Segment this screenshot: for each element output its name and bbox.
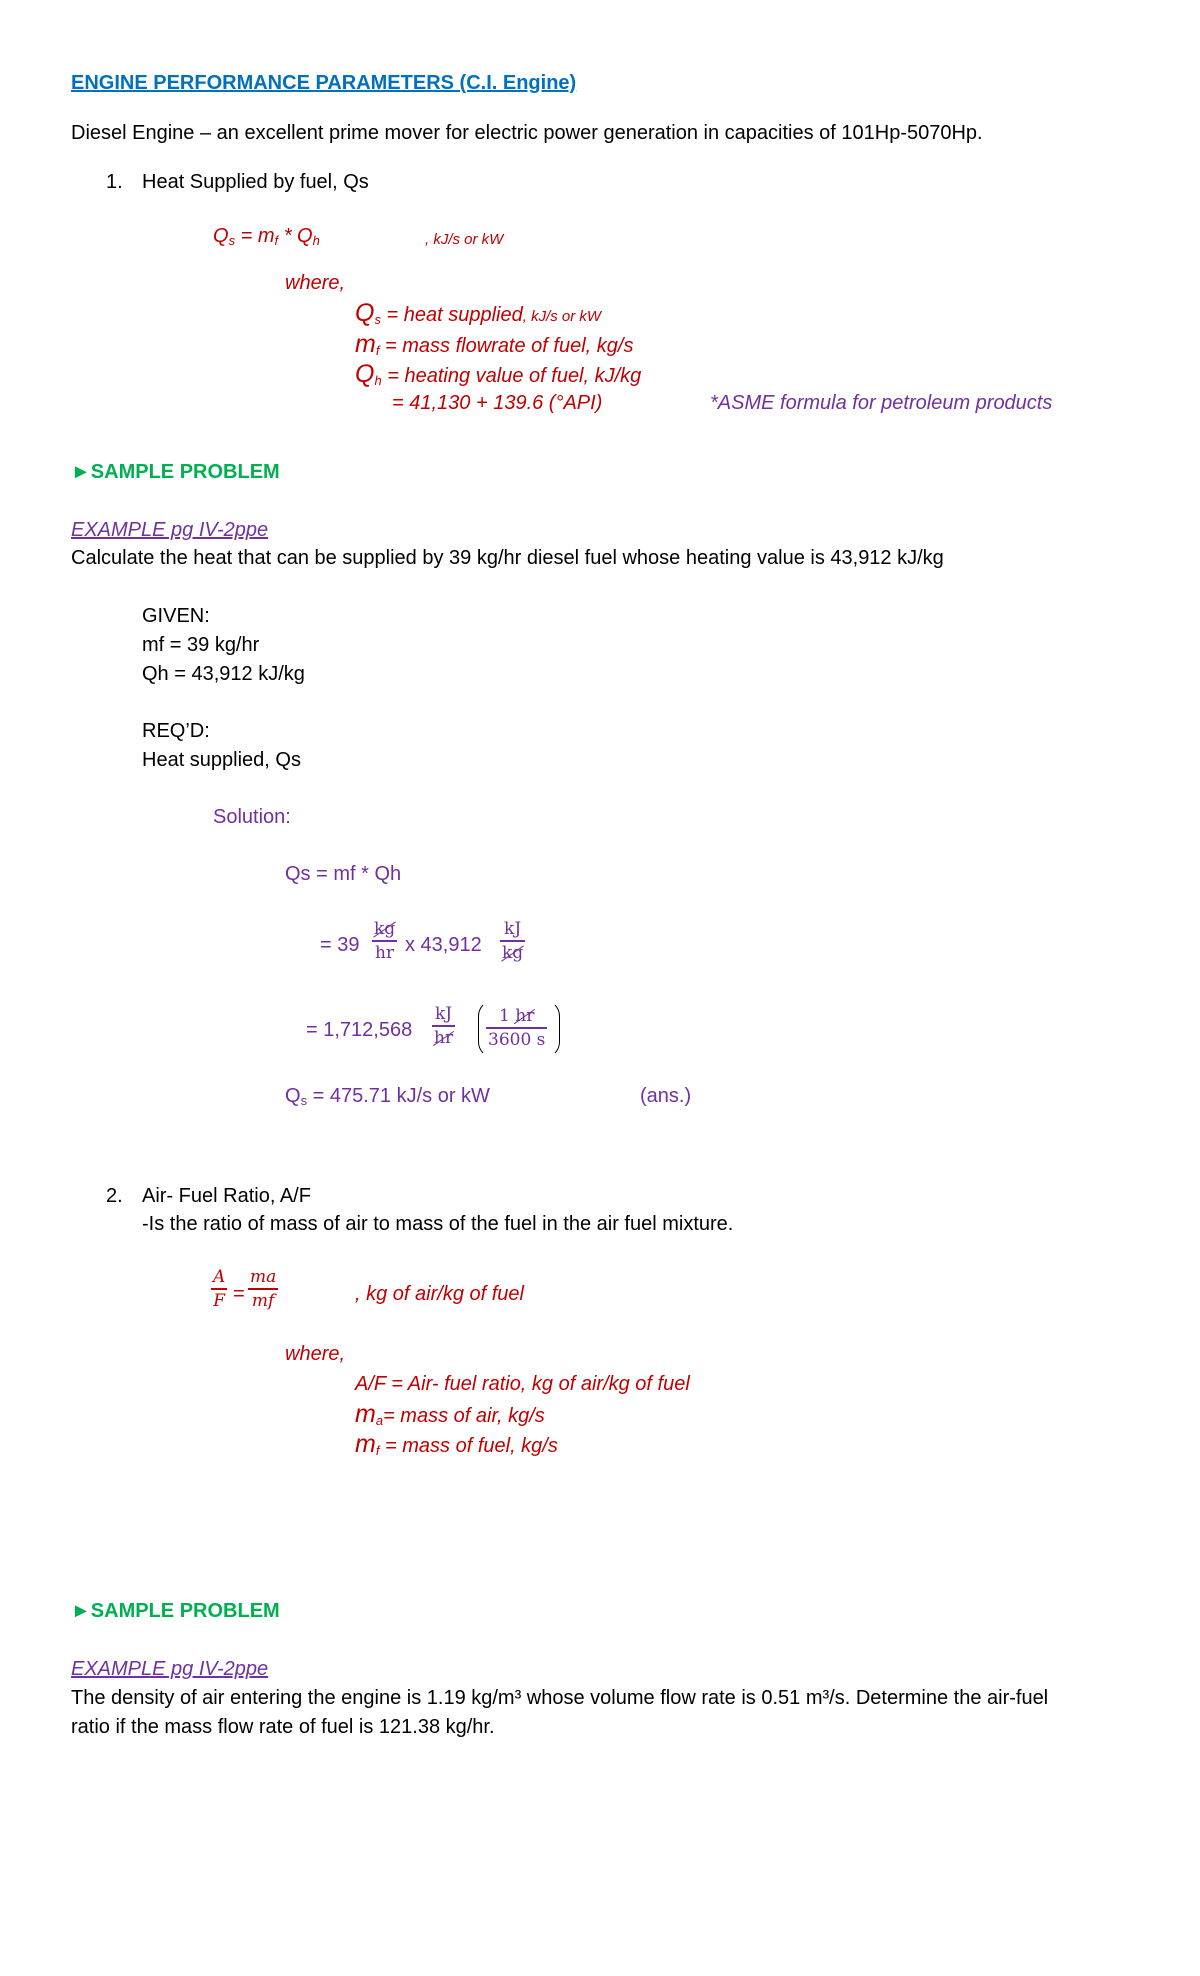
cancelled-hr: hr [434, 1027, 454, 1048]
fraction-num-kj-2: kJ [434, 1004, 453, 1024]
conversion-den: 3600 s [488, 1029, 546, 1050]
where-label-1: where, [285, 272, 346, 294]
solution-step-2-prefix: = 39 [320, 934, 360, 956]
item1-heading: Heat Supplied by fuel, Qs [142, 171, 369, 193]
answer-label: (ans.) [640, 1085, 692, 1107]
af-den: F [213, 1290, 226, 1311]
item1-number: 1. [106, 171, 123, 193]
given-mf: mf = 39 kg/hr [142, 634, 260, 656]
ma-mf-fraction [248, 1266, 278, 1312]
given-qh: Qh = 43,912 kJ/kg [142, 663, 305, 685]
af-units: , kg of air/kg of fuel [355, 1283, 524, 1305]
reqd-label: REQ’D: [142, 720, 210, 742]
kj-per-kg-fraction [500, 918, 525, 964]
solution-step-2-times: x 43,912 [405, 934, 482, 956]
example-reference-1: EXAMPLE pg IV-2ppe [71, 519, 269, 541]
sample-problem-label-2: ►SAMPLE PROBLEM [71, 1600, 280, 1622]
problem-statement-2-line2: ratio if the mass flow rate of fuel is 121.38 kg/hr. [71, 1716, 495, 1738]
solution-answer: $Q_s = 475.71$ kJ/s or kW [285, 1085, 490, 1108]
af-equals: = [233, 1283, 245, 1305]
item2-description: -Is the ratio of mass of air to mass of the fuel in the air fuel mixture. [142, 1213, 734, 1235]
cancelled-kg-2: kg [502, 942, 524, 963]
reqd-text: Heat supplied, Qs [142, 749, 301, 771]
kg-per-hr-fraction [372, 918, 397, 964]
af-fraction [211, 1266, 227, 1312]
item2-number: 2. [106, 1185, 123, 1207]
def-af-ratio: A/F = Air- fuel ratio, kg of air/kg of fuel [355, 1373, 690, 1395]
fraction-num-kj: kJ [504, 919, 522, 939]
mf-den: mf [251, 1290, 275, 1311]
problem-statement-1: Calculate the heat that can be supplied by 39 kg/hr diesel fuel whose heating value is 43,912 kJ/kg [71, 547, 944, 569]
def-heating-value: $Q_h$ = heating value of fuel, kJ/kg [355, 360, 642, 388]
ma-num: ma [250, 1267, 277, 1287]
def-mass-fuel: $m_f$ = mass of fuel, kg/s [355, 1430, 558, 1458]
heat-supplied-formula: $Q_s = m_f * Q_h$ [213, 225, 320, 248]
example-reference-2: EXAMPLE pg IV-2ppe [71, 1658, 269, 1680]
where-label-2: where, [285, 1343, 346, 1365]
solution-step-3-prefix: = 1,712,568 [306, 1019, 413, 1041]
cancelled-hr-2: hr [515, 1006, 535, 1026]
solution-label: Solution: [213, 806, 291, 828]
document-title: ENGINE PERFORMANCE PARAMETERS (C.I. Engine) [71, 72, 577, 94]
def-mass-air: $m_a=$ mass of air, kg/s [355, 1400, 545, 1428]
given-label: GIVEN: [142, 605, 210, 627]
intro-text: Diesel Engine – an excellent prime mover for electric power generation in capacities of 101Hp-5070Hp. [71, 122, 983, 144]
af-num: A [213, 1267, 226, 1287]
problem-statement-2-line1: The density of air entering the engine is 1.19 kg/m³ whose volume flow rate is 0.51 m³/s. Determine the air-fuel [71, 1687, 1049, 1709]
fraction-den-hr: hr [375, 942, 395, 963]
asme-equation: = 41,130 + 139.6 (°API) [392, 392, 603, 414]
heat-supplied-units: , kJ/s or kW [425, 231, 504, 248]
sample-problem-label-1: ►SAMPLE PROBLEM [71, 461, 280, 483]
kj-per-hr-fraction [432, 1003, 455, 1049]
solution-step-1: Qs = mf * Qh [285, 863, 402, 885]
asme-note: *ASME formula for petroleum products [710, 392, 1053, 414]
def-mass-flowrate: $m_f$ = mass flowrate of fuel, kg/s [355, 330, 634, 358]
cancelled-kg: kg [374, 919, 396, 939]
item2-heading: Air- Fuel Ratio, A/F [142, 1185, 311, 1207]
hr-to-s-conversion: 1 hr 3600 s [488, 1006, 546, 1050]
def-heat-supplied: $Q_s$ = heat supplied, kJ/s or kW [355, 299, 602, 327]
